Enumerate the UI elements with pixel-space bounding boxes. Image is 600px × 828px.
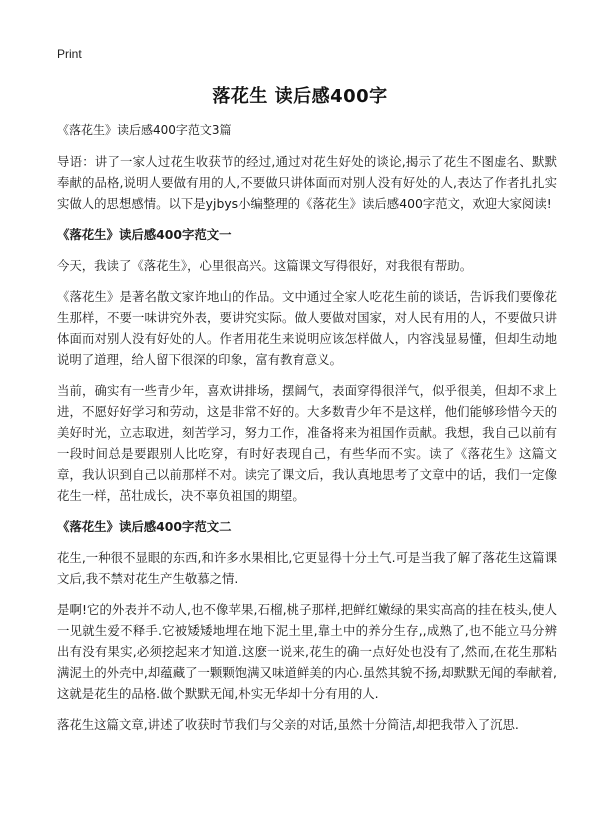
section-1-paragraph: 当前，确实有一些青少年，喜欢讲排场，摆阔气，表面穿得很洋气，似乎很美，但却不求上进，不愿好好学习和劳动，这是非常不好的。大多数青少年不是这样，他们能够珍惜今天的美好时光，立志取进，刻苦学习，努力工作，准备将来为祖国作贡献。我想，我自己以前有一段时间总是要跟别人比吃穿，有时好表现自己，有些华而不实。读了《落花生》这篇文章，我认识到自己以前那样不对。读完了课文后，我认真地思考了文章中的话，我们一定像花生一样，茁壮成长，决不辜负祖国的期望。 <box>57 383 557 503</box>
article-body <box>57 120 557 745</box>
section-1-paragraph: 《落花生》是著名散文家许地山的作品。文中通过全家人吃花生前的谈话，告诉我们要像花生那样，不要一味讲究外表，要讲究实际。做人要做对国家，对人民有用的人，不要做只讲体面而对别人没有好处的人。作者用花生来说明应该怎样做人，内容浅显易懂，但却生动地说明了道理，给人留下很深的印象，富有教育意义。 <box>57 289 557 367</box>
section-2-paragraph: 花生,一种很不显眼的东西,和许多水果相比,它更显得十分土气.可是当我了解了落花生这篇课文后,我不禁对花生产生敬慕之情. <box>57 550 557 586</box>
section-2-paragraph: 是啊!它的外表并不动人,也不像苹果,石榴,桃子那样,把鲜红嫩绿的果实高高的挂在枝头,使人一见就生爱不释手.它被矮矮地埋在地下泥土里,靠土中的养分生存,,成熟了,也不能立马分辨出有没有果实,必须挖起来才知道.这麽一说来,花生的确一点好处也没有了,然而,在花生那粘满泥土的外壳中,却蕴藏了一颗颗饱满又味道鲜美的内心.虽然其貌不扬,却默默无闻的奉献着,这就是花生的品格.做个默默无闻,朴实无华却十分有用的人. <box>57 602 557 701</box>
section-2-paragraph: 落花生这篇文章,讲述了收获时节我们与父亲的对话,虽然十分简洁,却把我带入了沉思. <box>57 717 519 732</box>
section-heading-1: 《落花生》读后感400字范文一 <box>57 227 232 242</box>
section-1-paragraph: 今天，我读了《落花生》，心里很高兴。这篇课文写得很好，对我很有帮助。 <box>57 258 473 273</box>
article-subtitle: 《落花生》读后感400字范文3篇 <box>57 123 232 137</box>
page-title: 落花生 读后感400字 <box>212 86 388 107</box>
print-link[interactable]: Print <box>57 47 82 61</box>
section-heading-2: 《落花生》读后感400字范文二 <box>57 519 232 534</box>
intro-paragraph: 导语：讲了一家人过花生收获节的经过,通过对花生好处的谈论,揭示了花生不图虚名、默默奉献的品格,说明人要做有用的人,不要做只讲体面而对别人没有好处的人,表达了作者扎扎实实做人的思想感情。以下是yjbys小编整理的《落花生》读后感400字范文，欢迎大家阅读! <box>57 154 557 211</box>
